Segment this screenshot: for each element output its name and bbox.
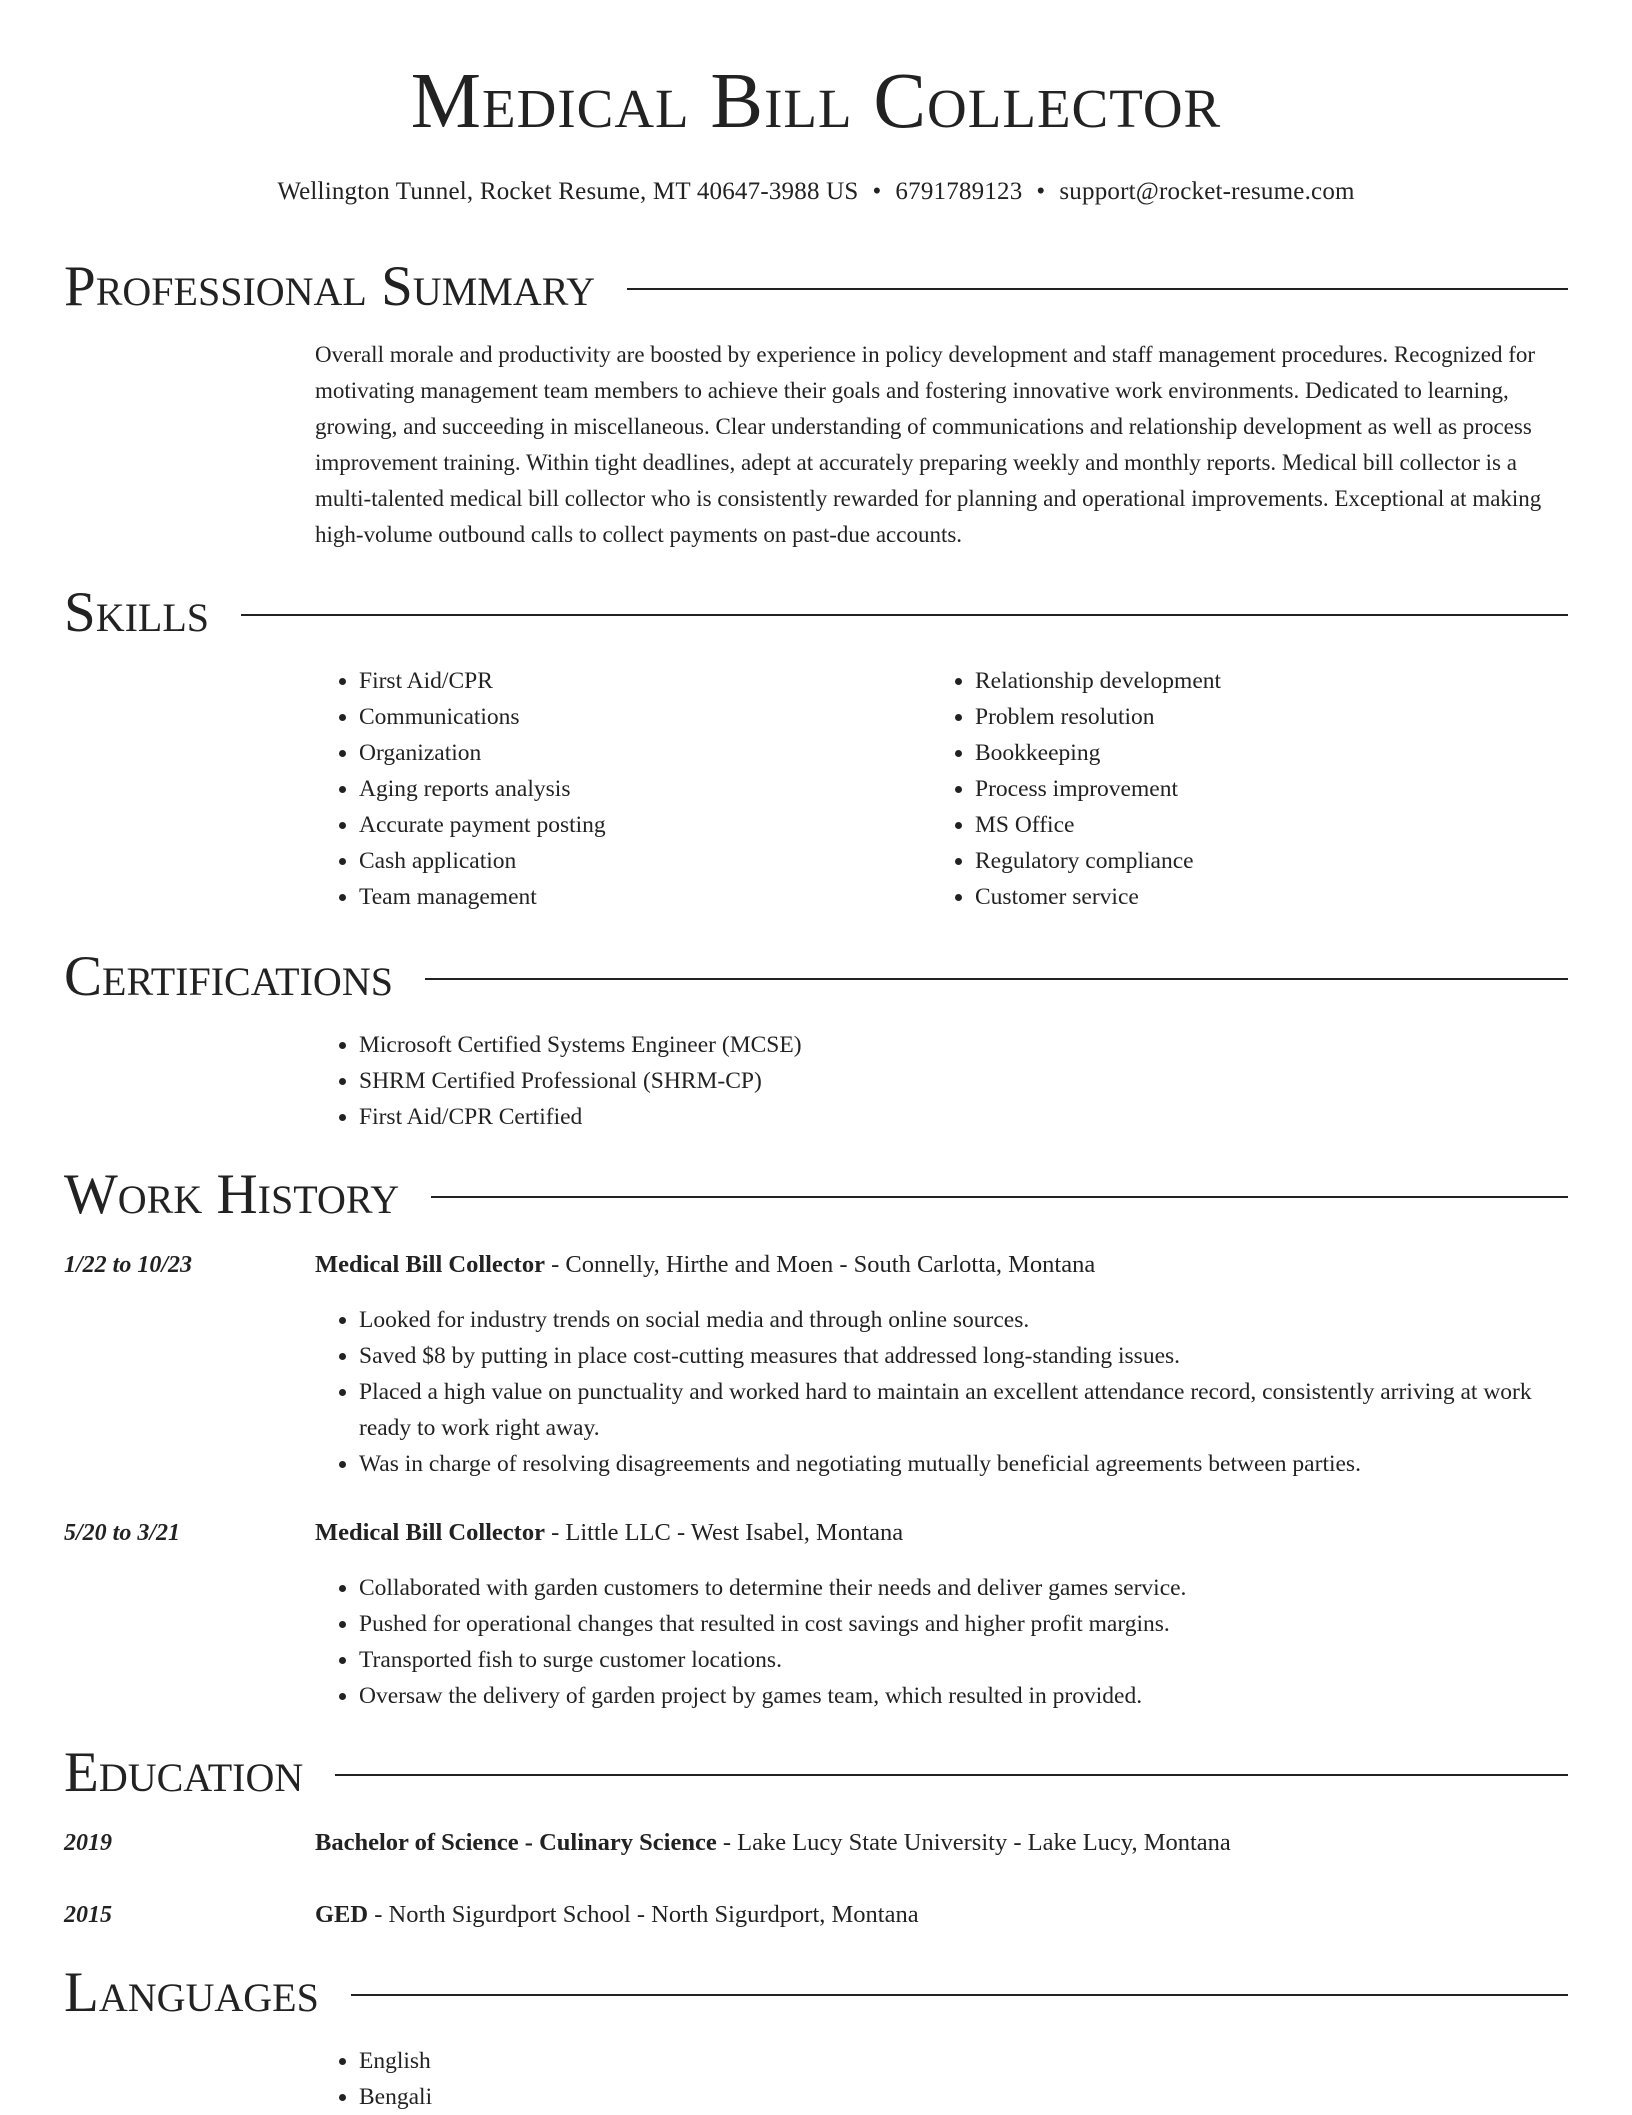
job-title-line: [315, 1247, 1095, 1283]
job-bullet: • Saved $8 by putting in place cost-cutting measures that addressed long-standing issues.: [359, 1338, 1570, 1374]
skill-item: • Bookkeeping: [975, 735, 1551, 771]
job-details: - Little LLC - West Isabel, Montana: [544, 1519, 904, 1546]
job-bullet: • Oversaw the delivery of garden project by games team, which resulted in provided.: [359, 1678, 1570, 1714]
contact-address: Wellington Tunnel, Rocket Resume, MT 40647-3988 US: [277, 178, 859, 205]
job-bullet: • Collaborated with garden customers to determine their needs and deliver games service.: [359, 1570, 1570, 1606]
certifications-heading: [64, 942, 1568, 1012]
section-rule: [335, 1774, 1568, 1776]
certification-item: • Microsoft Certified Systems Engineer (MCSE): [359, 1027, 1565, 1063]
job-bullets: [315, 1302, 1570, 1482]
skill-item: • Relationship development: [975, 663, 1551, 699]
skill-item: • Accurate payment posting: [359, 807, 915, 843]
certification-item: • SHRM Certified Professional (SHRM-CP): [359, 1063, 1565, 1099]
languages-title: Languages: [64, 1961, 319, 2024]
education-title: Education: [64, 1741, 304, 1804]
job-bullet: • Placed a high value on punctuality and worked hard to maintain an excellent attendance record, consistently arriving at work ready to work right away.: [359, 1374, 1570, 1446]
job-role: Medical Bill Collector: [315, 1519, 545, 1546]
education-degree: Bachelor of Science - Culinary Science: [315, 1829, 717, 1856]
skill-item: • Communications: [359, 699, 915, 735]
job-dates: 1/22 to 10/23: [64, 1252, 193, 1278]
education-year: 2019: [64, 1830, 112, 1856]
certifications-list: [315, 1027, 1565, 1135]
education-year: 2015: [64, 1902, 112, 1928]
skill-item: • Regulatory compliance: [975, 843, 1551, 879]
skill-item: • Process improvement: [975, 771, 1551, 807]
language-item: • Bengali: [359, 2079, 1565, 2115]
contact-line: [0, 172, 1632, 212]
education-details: - North Sigurdport School - North Sigurdport, Montana: [368, 1901, 919, 1928]
skills-column-left: [315, 663, 915, 915]
skill-item: • Organization: [359, 735, 915, 771]
skills-column-right: [931, 663, 1551, 915]
work-history-title: Work History: [64, 1163, 400, 1226]
job-dates: 5/20 to 3/21: [64, 1520, 181, 1546]
job-bullet: • Pushed for operational changes that resulted in cost savings and higher profit margins.: [359, 1606, 1570, 1642]
section-rule: [431, 1196, 1568, 1198]
contact-phone: 6791789123: [895, 178, 1023, 205]
education-heading: [64, 1738, 1568, 1808]
certification-item: • First Aid/CPR Certified: [359, 1099, 1565, 1135]
education-line: [315, 1897, 919, 1933]
contact-separator: •: [1036, 178, 1046, 205]
skill-item: • Cash application: [359, 843, 915, 879]
skill-item: • First Aid/CPR: [359, 663, 915, 699]
education-details: - Lake Lucy State University - Lake Lucy, Montana: [716, 1829, 1231, 1856]
contact-email: support@rocket-resume.com: [1059, 178, 1355, 205]
summary-text: Overall morale and productivity are boosted by experience in policy development and staff management procedures. Recognized for motivating management team members to achieve their goals and fostering innovative work environments. Dedicated to learning, growing, and succeeding in miscellaneous. Clear understanding of communications and relationship development as well as process improvement training. Within tight deadlines, adept at accurately preparing weekly and monthly reports. Medical bill collector is a multi-talented medical bill collector who is consistently rewarded for planning and operational improvements. Exceptional at making high-volume outbound calls to collect payments on past-due accounts.: [315, 342, 1542, 547]
certifications-title: Certifications: [64, 945, 393, 1008]
education-degree: GED: [315, 1901, 369, 1928]
language-item: • English: [359, 2043, 1565, 2079]
summary-title: Professional Summary: [64, 255, 596, 318]
section-rule: [425, 978, 1568, 980]
skills-title: Skills: [64, 581, 210, 644]
section-rule: [627, 288, 1568, 290]
summary-heading: [64, 252, 1568, 322]
languages-list: [315, 2043, 1565, 2115]
skill-item: • Aging reports analysis: [359, 771, 915, 807]
section-rule: [351, 1994, 1568, 1996]
skill-item: • Team management: [359, 879, 915, 915]
resume-name: Medical Bill Collector: [410, 58, 1222, 145]
job-bullet: • Looked for industry trends on social media and through online sources.: [359, 1302, 1570, 1338]
job-bullets: [315, 1570, 1570, 1714]
work-history-heading: [64, 1160, 1568, 1230]
job-bullet: • Transported fish to surge customer locations.: [359, 1642, 1570, 1678]
skill-item: • MS Office: [975, 807, 1551, 843]
section-rule: [241, 614, 1568, 616]
job-bullet: • Was in charge of resolving disagreements and negotiating mutually beneficial agreements between parties.: [359, 1446, 1570, 1482]
contact-separator: •: [872, 178, 882, 205]
job-details: - Connelly, Hirthe and Moen - South Carlotta, Montana: [544, 1251, 1096, 1278]
languages-heading: [64, 1958, 1568, 2028]
skill-item: • Customer service: [975, 879, 1551, 915]
skills-heading: [64, 578, 1568, 648]
skill-item: • Problem resolution: [975, 699, 1551, 735]
education-line: [315, 1825, 1231, 1861]
job-title-line: [315, 1515, 903, 1551]
job-role: Medical Bill Collector: [315, 1251, 545, 1278]
